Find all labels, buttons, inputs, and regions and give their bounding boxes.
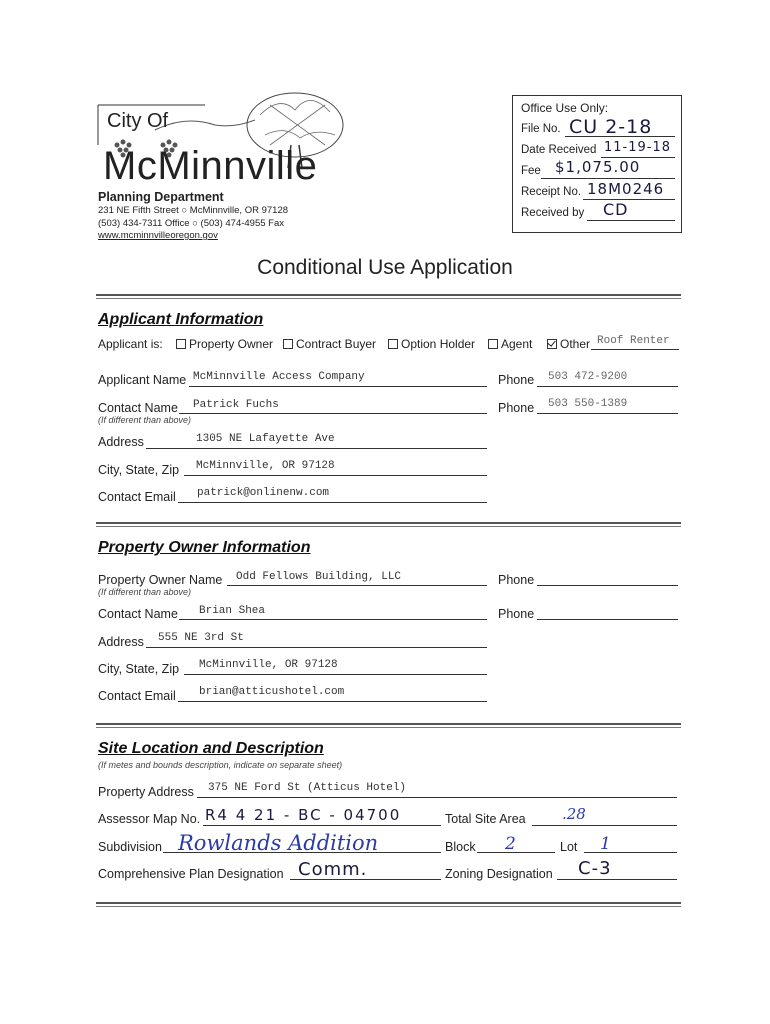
applicant-is-label: Applicant is: [98, 337, 163, 351]
receipt-no-label: Receipt No. [521, 186, 582, 198]
applicant-contact-value[interactable]: Patrick Fuchs [193, 399, 279, 411]
department-phones: (503) 434-7311 Office ○ (503) 474-4955 Fax [98, 218, 284, 229]
lot-line [584, 852, 677, 853]
option-label: Contract Buyer [296, 337, 377, 351]
owner-email-value[interactable]: brian@atticushotel.com [199, 686, 345, 698]
lot-label: Lot [560, 840, 578, 854]
received-by-line [587, 220, 675, 221]
date-received-value: 11-19-18 [604, 140, 672, 155]
subdivision-label: Subdivision [98, 840, 162, 854]
applicant-address-label: Address [98, 435, 144, 449]
applicant-phone2-line [537, 413, 678, 414]
option-contract-buyer[interactable] [283, 337, 376, 351]
city-logo [95, 90, 360, 195]
title-divider [96, 294, 681, 299]
option-other[interactable] [547, 337, 590, 351]
office-use-title: Office Use Only: [521, 101, 609, 115]
owner-address-line [146, 647, 487, 648]
checkbox-property-owner[interactable] [176, 339, 186, 349]
applicant-name-line [189, 386, 487, 387]
file-no-label: File No. [521, 123, 561, 135]
option-property-owner[interactable] [176, 337, 273, 351]
checkbox-agent[interactable] [488, 339, 498, 349]
owner-email-line [178, 701, 487, 702]
owner-email-label: Contact Email [98, 689, 176, 703]
site-section-title: Site Location and Description [98, 740, 324, 757]
owner-contact-value[interactable]: Brian Shea [199, 605, 266, 617]
option-label: Option Holder [401, 337, 476, 351]
total-area-line [532, 825, 677, 826]
received-by-value: CD [603, 200, 629, 219]
owner-csz-label: City, State, Zip [98, 662, 180, 676]
checkbox-contract-buyer[interactable] [283, 339, 293, 349]
owner-csz-line [184, 674, 487, 675]
file-no-value: CU 2-18 [569, 116, 653, 138]
applicant-contact-label: Contact Name [98, 401, 178, 415]
assessor-line [203, 825, 441, 826]
owner-phone-line [537, 585, 678, 586]
applicant-csz-line [184, 475, 487, 476]
received-by-label: Received by [521, 207, 585, 219]
applicant-csz-value[interactable]: McMinnville, OR 97128 [196, 460, 335, 472]
owner-divider [96, 723, 681, 728]
applicant-address-line [146, 448, 487, 449]
city-of-text: City Of [107, 110, 169, 132]
office-use-box [512, 95, 682, 233]
fee-value: $1,075.00 [555, 158, 641, 176]
applicant-email-line [178, 502, 487, 503]
department-address: 231 NE Fifth Street ○ McMinnville, OR 97128 [98, 205, 289, 216]
owner-name-line [227, 585, 487, 586]
applicant-phone2-value[interactable]: 503 550-1389 [548, 398, 628, 410]
owner-section-title: Property Owner Information [98, 539, 311, 556]
checkbox-option-holder[interactable] [388, 339, 398, 349]
receipt-no-line [583, 199, 675, 200]
option-option-holder[interactable] [388, 337, 475, 351]
applicant-section-title: Applicant Information [98, 311, 264, 328]
zoning-value[interactable]: C-3 [578, 858, 612, 879]
applicant-contact-line [179, 413, 487, 414]
owner-contact-line [179, 619, 487, 620]
owner-phone-label: Phone [498, 573, 535, 587]
property-address-value[interactable]: 375 NE Ford St (Atticus Hotel) [208, 782, 407, 794]
fee-line [541, 178, 675, 179]
other-line [591, 349, 679, 350]
applicant-name-label: Applicant Name [98, 373, 187, 387]
date-received-label: Date Received [521, 144, 597, 156]
applicant-address-value[interactable]: 1305 NE Lafayette Ave [196, 433, 335, 445]
subdivision-value[interactable]: Rowlands Addition [178, 831, 379, 855]
site-divider [96, 902, 681, 907]
applicant-email-label: Contact Email [98, 490, 176, 504]
owner-address-value[interactable]: 555 NE 3rd St [158, 632, 244, 644]
assessor-value[interactable]: R4 4 21 - BC - 04700 [205, 806, 402, 824]
option-label: Property Owner [189, 337, 274, 351]
owner-phone2-label: Phone [498, 607, 535, 621]
owner-name-label: Property Owner Name [98, 573, 223, 587]
owner-phone2-line [537, 619, 678, 620]
other-value: Roof Renter [597, 335, 670, 347]
applicant-phone2-label: Phone [498, 401, 535, 415]
applicant-csz-label: City, State, Zip [98, 463, 180, 477]
applicant-contact-note: (If different than above) [98, 415, 192, 425]
option-label: Agent [501, 337, 533, 351]
owner-address-label: Address [98, 635, 144, 649]
owner-name-value[interactable]: Odd Fellows Building, LLC [236, 571, 402, 583]
owner-name-note: (If different than above) [98, 587, 192, 597]
total-area-label: Total Site Area [445, 812, 526, 826]
lot-value[interactable]: 1 [600, 834, 611, 854]
assessor-label: Assessor Map No. [98, 812, 201, 826]
comp-plan-value[interactable]: Comm. [298, 859, 368, 880]
owner-csz-value[interactable]: McMinnville, OR 97128 [199, 659, 338, 671]
total-area-value[interactable]: .28 [562, 805, 586, 823]
department-name: Planning Department [98, 190, 224, 204]
city-name: McMinnville [103, 144, 318, 188]
applicant-divider [96, 522, 681, 527]
department-website[interactable]: www.mcminnvilleoregon.gov [98, 230, 218, 241]
site-note: (If metes and bounds description, indicate on separate sheet) [98, 760, 343, 770]
applicant-phone-label: Phone [498, 373, 535, 387]
applicant-name-value[interactable]: McMinnville Access Company [193, 371, 365, 383]
property-address-label: Property Address [98, 785, 194, 799]
applicant-phone-line [537, 386, 678, 387]
applicant-phone-value[interactable]: 503 472-9200 [548, 371, 628, 383]
receipt-no-value: 18M0246 [587, 180, 665, 198]
owner-contact-label: Contact Name [98, 607, 178, 621]
zoning-label: Zoning Designation [445, 867, 553, 881]
applicant-email-value[interactable]: patrick@onlinenw.com [197, 487, 330, 499]
block-line [477, 852, 555, 853]
property-address-line [197, 797, 677, 798]
fee-label: Fee [521, 165, 541, 177]
zoning-line [557, 879, 677, 880]
comp-plan-label: Comprehensive Plan Designation [98, 867, 284, 881]
block-label: Block [445, 840, 476, 854]
option-agent[interactable] [488, 337, 532, 351]
form-title: Conditional Use Application [257, 256, 513, 279]
block-value[interactable]: 2 [505, 834, 516, 854]
option-label: Other [560, 337, 591, 351]
checkbox-other[interactable] [547, 339, 557, 349]
